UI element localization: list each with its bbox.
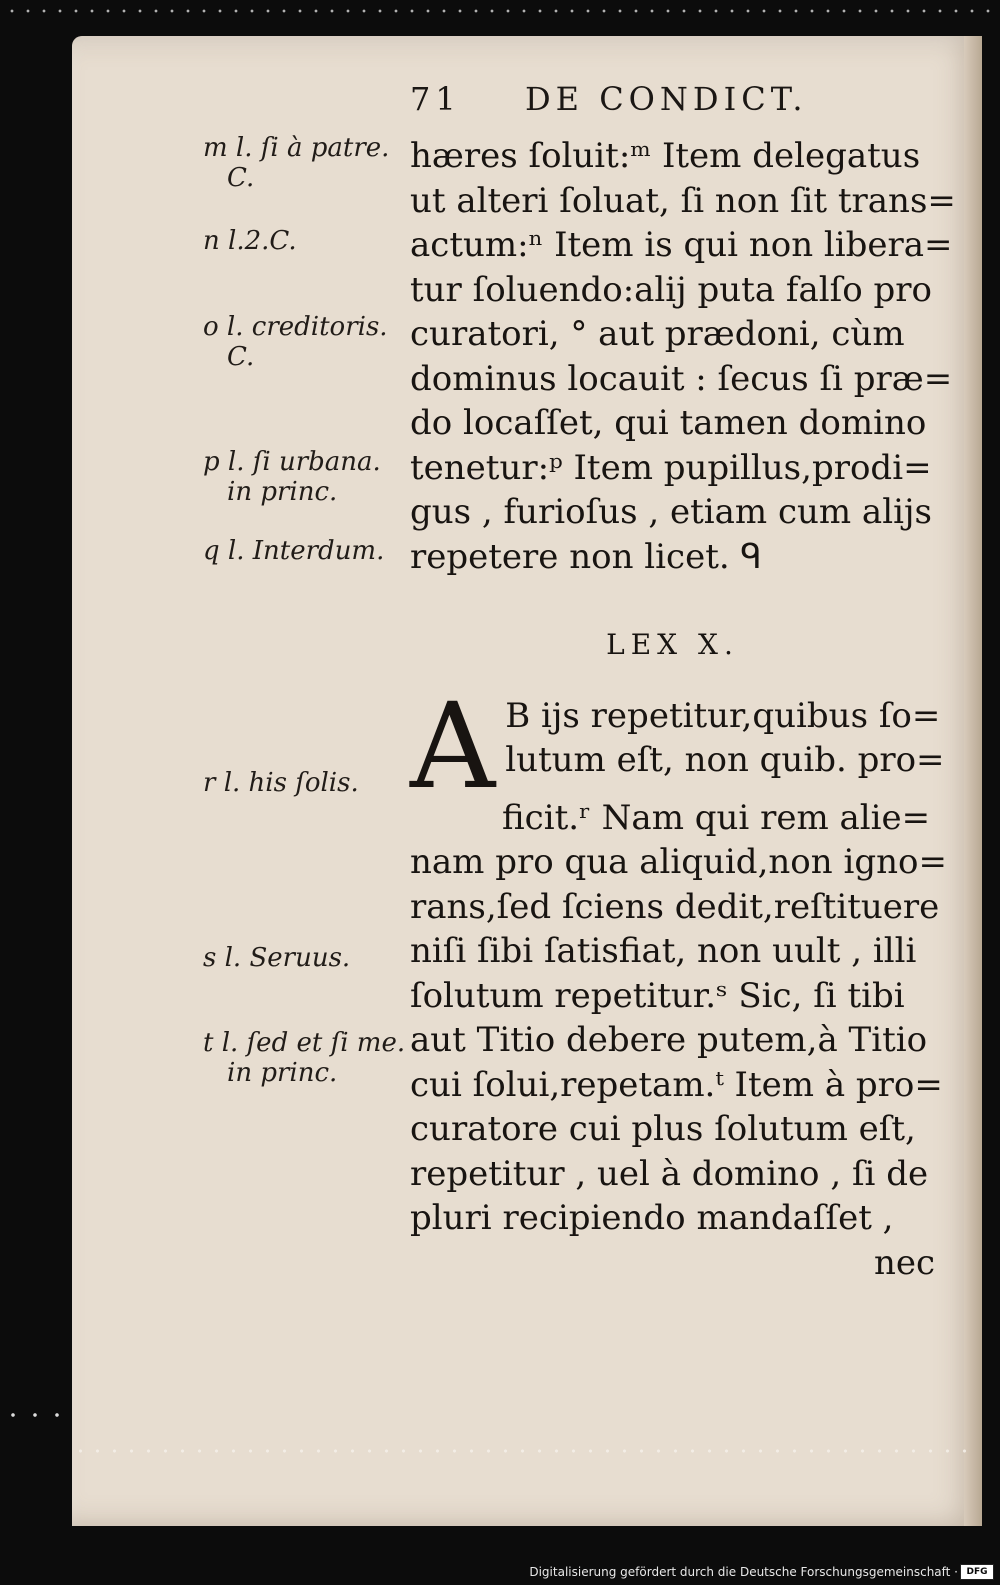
text-line: niſi ſibi ſatisfiat, non uult , illi (410, 931, 917, 971)
text-line: aut Titio debere putem,à Titio (410, 1020, 928, 1060)
section-heading: LEX X. (606, 628, 739, 661)
margin-note-t: t l. ſed et ſi me. in princ. (203, 1028, 406, 1088)
dfg-logo: DFG (960, 1564, 994, 1580)
main-text-block (410, 134, 956, 1285)
running-title: DE CONDICT. (525, 80, 808, 118)
text-line: tenetur:ᵖ Item pupillus,prodi= (410, 447, 932, 488)
scan-credit-text: Digitalisierung gefördert durch die Deutsche Forschungsgemeinschaft · (529, 1565, 958, 1579)
margin-note-p: p l. ſi urbana. in princ. (203, 447, 381, 507)
drop-cap: A (410, 676, 496, 815)
text-line: repetitur , uel à domino , ſi de (410, 1153, 929, 1194)
text-line: curatori, ° aut prædoni, cùm (410, 314, 905, 354)
text-line: curatore cui plus ſolutum eſt, (410, 1109, 916, 1149)
running-header (410, 80, 910, 120)
text-line: rans,ſed ſciens dedit,reſtituere (410, 886, 940, 927)
text-line: tur ſoluendo:alij puta falſo pro (410, 269, 933, 310)
text-line: dominus locauit : ſecus ſi præ= (410, 358, 953, 399)
margin-note-m: m l. ſi à patre. C. (203, 133, 390, 193)
catchword: nec (873, 1242, 935, 1283)
text-line: lutum eſt, non quib. pro= (505, 740, 945, 780)
text-line: actum:ⁿ Item is qui non libera= (410, 225, 953, 265)
scan-border-dots (0, 0, 1000, 22)
text-line: hæres ſoluit:ᵐ Item delegatus (410, 136, 921, 176)
text-line: do locaſſet, qui tamen domino (410, 403, 927, 443)
text-line: cui ſolui,repetam.ᵗ Item à pro= (410, 1064, 943, 1105)
text-line: ficit.ʳ Nam qui rem alie= (502, 797, 931, 838)
page-edge-shadow (964, 36, 982, 1526)
text-line: gus , furioſus , etiam cum alijs (410, 492, 932, 532)
binding-stitch-line (72, 1449, 977, 1453)
margin-note-q: q l. Interdum. (203, 536, 385, 566)
text-line: nam pro qua aliquid,non igno= (410, 842, 947, 882)
margin-note-n: n l.2.C. (203, 226, 297, 256)
text-line: repetere non licet. ᑫ (410, 536, 762, 577)
text-line: B ijs repetitur,quibus ſo= (505, 695, 941, 736)
text-line: ſolutum repetitur.ˢ Sic, ſi tibi (410, 975, 905, 1016)
margin-note-o: o l. creditoris. C. (203, 312, 388, 372)
text-line: pluri recipiendo mandaſſet , (410, 1198, 894, 1238)
page-number: 71 (410, 80, 461, 118)
margin-note-r: r l. his ſolis. (203, 768, 359, 798)
scan-margin-dots (0, 1410, 70, 1420)
text-line: ut alteri ſoluat, ſi non ſit trans= (410, 180, 956, 221)
margin-note-s: s l. Seruus. (203, 943, 351, 973)
